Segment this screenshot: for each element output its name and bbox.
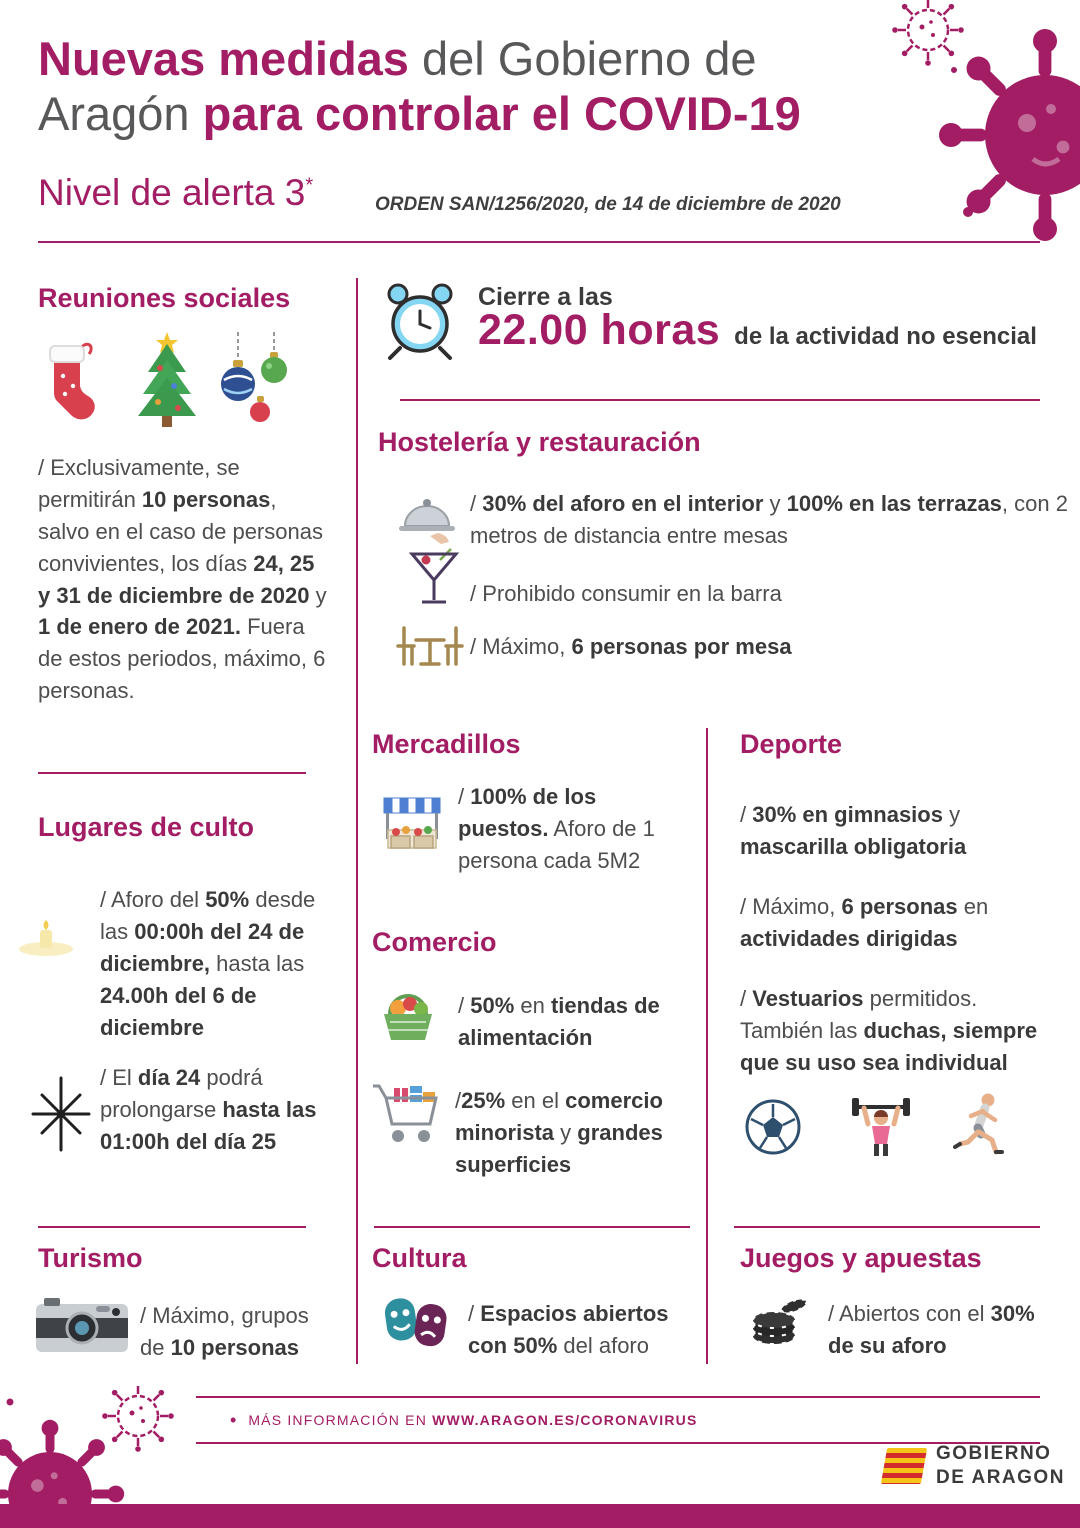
closure-time-row [478, 306, 1058, 355]
turismo-item: / Máximo, grupos de 10 personas [140, 1303, 309, 1360]
divider [374, 1226, 690, 1228]
theater-masks-icon [382, 1292, 452, 1350]
section-heading-comercio: Comercio [372, 927, 497, 957]
camera-icon [34, 1294, 130, 1356]
deporte-item-2: / Máximo, 6 personas en actividades dirigidas [740, 894, 989, 951]
christmas-tree-icon [128, 328, 206, 430]
reuniones-body: / Exclusivamente, se permitirán 10 personas, salvo en el caso de personas convivientes, los días 24, 25 y 31 de diciembre de 2020 y 1 de enero de 2021. Fuera de estos periodos, máximo, 6 personas. [38, 455, 327, 704]
hosteleria-item-1: / 30% del aforo en el interior y 100% en las terrazas, con 2 metros de distancia entre mesas [470, 491, 1068, 548]
vertical-divider [356, 278, 358, 1364]
footer-bullet: • [230, 1410, 237, 1430]
order-reference: ORDEN SAN/1256/2020, de 14 de diciembre de 2020 [375, 194, 841, 215]
star-sparkle-icon [28, 1076, 94, 1152]
section-heading-turismo: Turismo [38, 1243, 143, 1273]
divider [38, 1226, 306, 1228]
page-title: Nuevas medidas del Gobierno de Aragón para controlar el COVID-19 [38, 32, 801, 140]
deporte-item-1: / 30% en gimnasios y mascarilla obligatoria [740, 802, 967, 859]
vertical-divider [706, 728, 708, 1364]
candle-icon [14, 916, 84, 958]
bottom-accent-bar [0, 1504, 1080, 1528]
cocktail-icon [408, 548, 460, 608]
table-chairs-icon [394, 620, 466, 672]
poker-chips-icon [748, 1290, 810, 1350]
weightlifting-icon [850, 1094, 912, 1158]
section-heading-cultura: Cultura [372, 1243, 467, 1273]
food-basket-icon [376, 984, 440, 1046]
culto-item-1: / Aforo del 50% desde las 00:00h del 24 de diciembre, hasta las 24.00h del 6 de diciembre [100, 887, 316, 1040]
coronavirus-decoration-top-right [858, 0, 1080, 262]
comercio-item-1: / 50% en tiendas de alimentación [458, 993, 660, 1050]
divider [734, 1226, 1040, 1228]
closure-intro: Cierre a las [478, 283, 613, 311]
comercio-item-2: /25% en el comercio minorista y grandes superficies [455, 1088, 663, 1177]
alarm-clock-icon [380, 280, 460, 362]
section-heading-deporte: Deporte [740, 729, 843, 759]
footer-info-box [196, 1396, 1040, 1444]
footer-info-url[interactable]: WWW.ARAGON.ES/CORONAVIRUS [432, 1412, 698, 1428]
section-heading-hosteleria: Hostelería y restauración [378, 427, 701, 457]
section-heading-juegos: Juegos y apuestas [740, 1243, 982, 1273]
footer-info [248, 1412, 697, 1428]
gobierno-de-aragon-logo [884, 1442, 1065, 1490]
deporte-item-3: / Vestuarios permitidos. También las duchas, siempre que su uso sea individual [740, 986, 1038, 1075]
soccer-ball-icon [744, 1098, 802, 1156]
running-icon [952, 1092, 1008, 1158]
culto-item-2: / El día 24 podrá prolongarse hasta las 01:00h del día 25 [100, 1065, 317, 1154]
alert-level [38, 172, 313, 214]
christmas-baubles-icon [216, 332, 292, 432]
alert-asterisk: * [305, 174, 314, 197]
hosteleria-item-2: / Prohibido consumir en la barra [470, 581, 782, 606]
footer-info-prefix: MÁS INFORMACIÓN EN [248, 1412, 428, 1428]
section-heading-culto: Lugares de culto [38, 812, 255, 842]
logo-line-2: DE ARAGON [936, 1466, 1065, 1488]
closure-time: 22.00 horas [478, 306, 721, 354]
section-heading-mercadillos: Mercadillos [372, 729, 521, 759]
juegos-item: / Abiertos con el 30% de su aforo [828, 1301, 1035, 1358]
mercadillos-item: / 100% de los puestos. Aforo de 1 persona cada 5M2 [458, 784, 655, 873]
alert-level-text: Nivel de alerta 3 [38, 172, 306, 213]
section-heading-reuniones: Reuniones sociales [38, 283, 291, 313]
hosteleria-item-3: / Máximo, 6 personas por mesa [470, 634, 792, 659]
logo-text [936, 1442, 1065, 1490]
header-divider [38, 241, 1040, 243]
divider [38, 772, 306, 774]
cultura-item: / Espacios abiertos con 50% del aforo [468, 1301, 669, 1358]
closure-suffix: de la actividad no esencial [734, 323, 1037, 350]
market-stall-icon [380, 792, 444, 856]
divider [400, 399, 1040, 401]
logo-line-1: GOBIERNO [936, 1443, 1052, 1464]
aragon-flag-icon [881, 1448, 927, 1484]
christmas-stocking-icon [38, 336, 100, 428]
serving-dish-icon [396, 492, 458, 546]
shopping-cart-icon [372, 1080, 448, 1150]
